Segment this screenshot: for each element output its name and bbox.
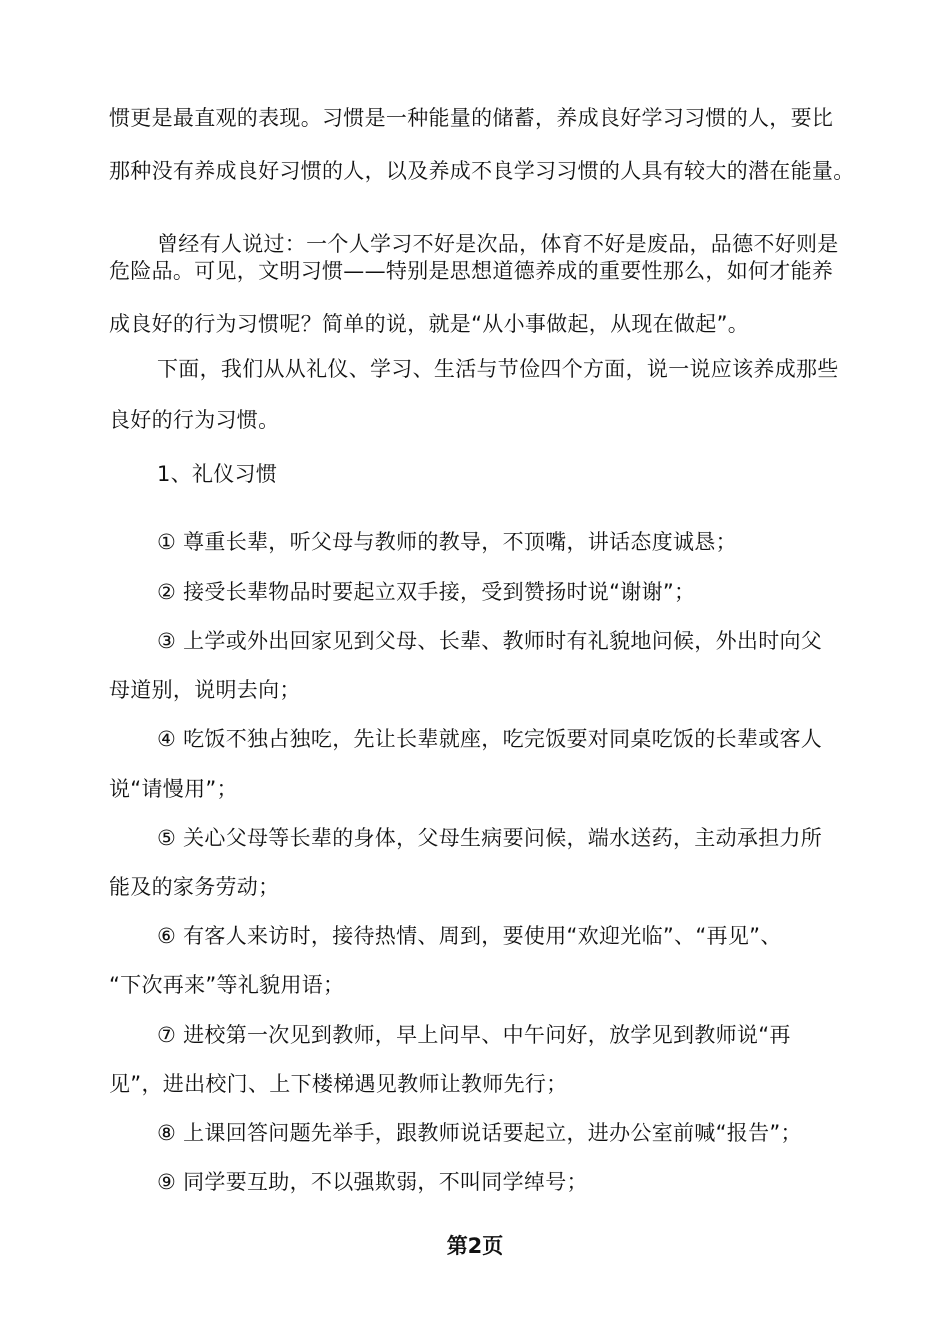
text-line: 下面，我们从从礼仪、学习、生活与节俭四个方面，说一说应该养成那些 (157, 357, 839, 381)
list-item: ② 接受长辈物品时要起立双手接，受到赞扬时说“谢谢”； (157, 580, 696, 604)
list-item: ① 尊重长辈，听父母与教师的教导，不顶嘴，讲话态度诚恳； (157, 530, 737, 554)
text-line: 那种没有养成良好习惯的人，以及养成不良学习习惯的人具有较大的潜在能量。 (109, 159, 855, 183)
section-heading: 1、礼仪习惯 (157, 462, 278, 486)
list-item: ⑦ 进校第一次见到教师，早上问早、中午问好，放学见到教师说“再 (157, 1023, 791, 1047)
text-line: 成良好的行为习惯呢？简单的说，就是“从小事做起，从现在做起”。 (109, 312, 750, 336)
list-item: ⑤ 关心父母等长辈的身体，父母生病要问候，端水送药，主动承担力所 (157, 826, 823, 850)
text-line: 见”，进出校门、上下楼梯遇见教师让教师先行； (109, 1072, 568, 1096)
text-line: “下次再来”等礼貌用语； (109, 973, 345, 997)
list-item: ④ 吃饭不独占独吃，先让长辈就座，吃完饭要对同桌吃饭的长辈或客人 (157, 727, 823, 751)
page-number: 第2页 (446, 1234, 504, 1258)
list-item: ⑨ 同学要互助，不以强欺弱，不叫同学绰号； (157, 1170, 588, 1194)
text-line: 良好的行为习惯。 (109, 408, 280, 432)
text-line: 说“请慢用”； (109, 777, 238, 801)
text-line: 母道别，说明去向； (109, 678, 301, 702)
list-item: ⑧ 上课回答问题先举手，跟教师说话要起立，进办公室前喊“报告”； (157, 1121, 802, 1145)
list-item: ⑥ 有客人来访时，接待热情、周到，要使用“欢迎光临”、“再见”、 (157, 924, 782, 948)
text-line: 曾经有人说过：一个人学习不好是次品，体育不好是废品，品德不好则是 (157, 232, 839, 256)
text-line: 惯更是最直观的表现。习惯是一种能量的储蓄，养成良好学习习惯的人，要比 (109, 106, 834, 130)
list-item: ③ 上学或外出回家见到父母、长辈、教师时有礼貌地问候，外出时向父 (157, 629, 823, 653)
text-line: 能及的家务劳动； (109, 875, 280, 899)
text-line: 危险品。可见，文明习惯——特别是思想道德养成的重要性那么，如何才能养 (109, 259, 834, 283)
